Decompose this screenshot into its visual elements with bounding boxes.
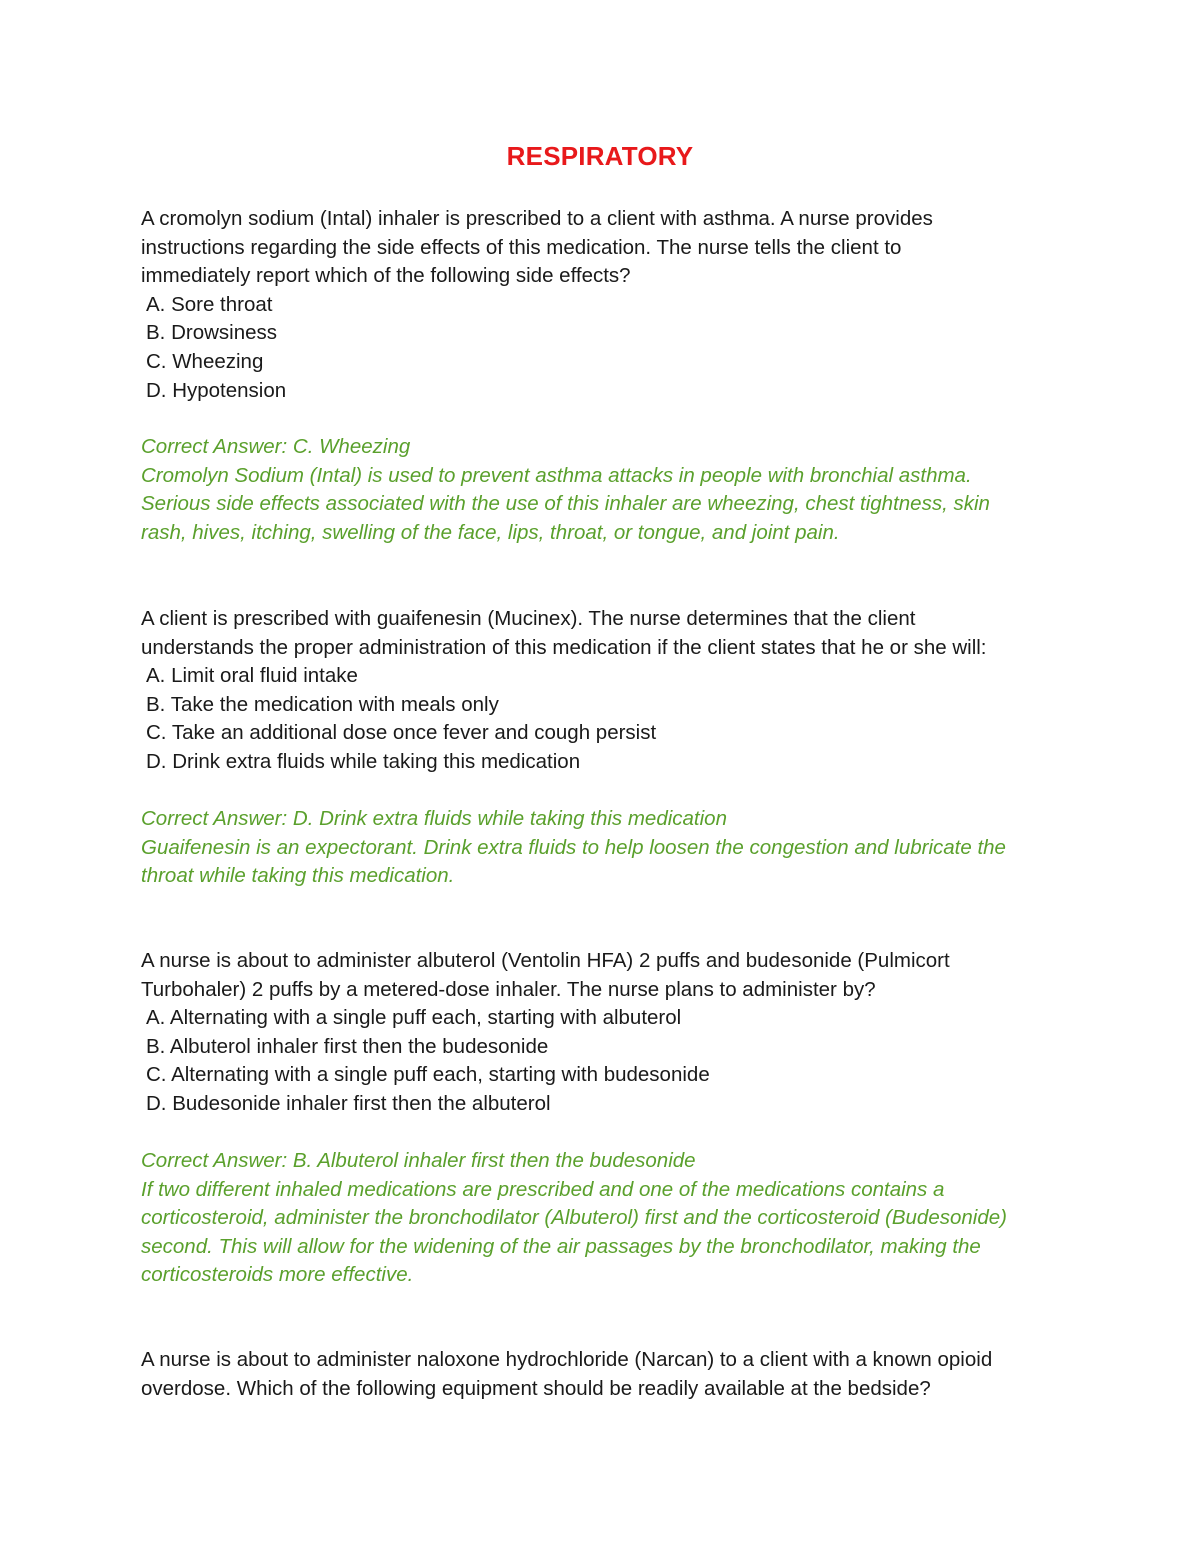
rationale-line: second. This will allow for the widening of the air passages by the bronchodilator, making the: [141, 1234, 981, 1258]
question-stem-line: A cromolyn sodium (Intal) inhaler is prescribed to a client with asthma. A nurse provides: [141, 207, 933, 230]
option-b: B. Drowsiness: [146, 321, 278, 345]
option-d: D. Budesonide inhaler first then the albuterol: [146, 1091, 551, 1115]
option-d: D. Drink extra fluids while taking this medication: [146, 749, 581, 773]
question-stem-line: instructions regarding the side effects of this medication. The nurse tells the client to: [141, 235, 902, 259]
option-b: B. Take the medication with meals only: [146, 692, 499, 716]
rationale-line: Guaifenesin is an expectorant. Drink extra fluids to help loosen the congestion and lubricate the: [141, 835, 1006, 859]
rationale-line: corticosteroid, administer the bronchodilator (Albuterol) first and the corticosteroid (Budesonide): [141, 1206, 1007, 1230]
rationale-line: corticosteroids more effective.: [141, 1263, 414, 1287]
rationale-line: Cromolyn Sodium (Intal) is used to prevent asthma attacks in people with bronchial asthma.: [141, 463, 972, 487]
question-3: [141, 947, 1061, 1119]
rationale-line: rash, hives, itching, swelling of the face, lips, throat, or tongue, and joint pain.: [141, 520, 840, 544]
question-stem-line: Turbohaler) 2 puffs by a metered-dose inhaler. The nurse plans to administer by?: [141, 977, 876, 1001]
option-a: A. Alternating with a single puff each, starting with albuterol: [146, 1006, 682, 1030]
rationale-line: Serious side effects associated with the use of this inhaler are wheezing, chest tightness, skin: [141, 492, 990, 516]
answer-3: [141, 1147, 1061, 1290]
question-stem-line: A nurse is about to administer naloxone hydrochloride (Narcan) to a client with a known opioid: [141, 1348, 993, 1371]
question-1: [141, 205, 1061, 405]
rationale-line: throat while taking this medication.: [141, 864, 455, 888]
question-4: [141, 1346, 1061, 1403]
correct-answer: Correct Answer: C. Wheezing: [141, 435, 411, 458]
page-title: RESPIRATORY: [506, 141, 694, 171]
option-a: A. Sore throat: [146, 292, 273, 316]
correct-answer: Correct Answer: D. Drink extra fluids while taking this medication: [141, 807, 727, 830]
rationale-line: If two different inhaled medications are prescribed and one of the medications contains a: [141, 1177, 945, 1201]
option-b: B. Albuterol inhaler first then the budesonide: [146, 1034, 549, 1058]
option-c: C. Take an additional dose once fever and cough persist: [146, 721, 657, 745]
option-d: D. Hypotension: [146, 378, 287, 402]
option-c: C. Wheezing: [146, 349, 264, 373]
question-stem-line: immediately report which of the following side effects?: [141, 264, 631, 288]
question-stem-line: A nurse is about to administer albuterol (Ventolin HFA) 2 puffs and budesonide (Pulmicort: [141, 949, 950, 972]
question-2: [141, 605, 1061, 777]
question-stem-line: A client is prescribed with guaifenesin (Mucinex). The nurse determines that the client: [141, 607, 916, 630]
answer-2: [141, 805, 1061, 891]
option-c: C. Alternating with a single puff each, starting with budesonide: [146, 1063, 710, 1087]
question-stem-line: understands the proper administration of this medication if the client states that he or she will:: [141, 635, 987, 659]
option-a: A. Limit oral fluid intake: [146, 664, 358, 688]
question-stem-line: overdose. Which of the following equipment should be readily available at the bedside?: [141, 1376, 931, 1400]
answer-1: [141, 433, 1061, 547]
correct-answer: Correct Answer: B. Albuterol inhaler first then the budesonide: [141, 1149, 696, 1172]
